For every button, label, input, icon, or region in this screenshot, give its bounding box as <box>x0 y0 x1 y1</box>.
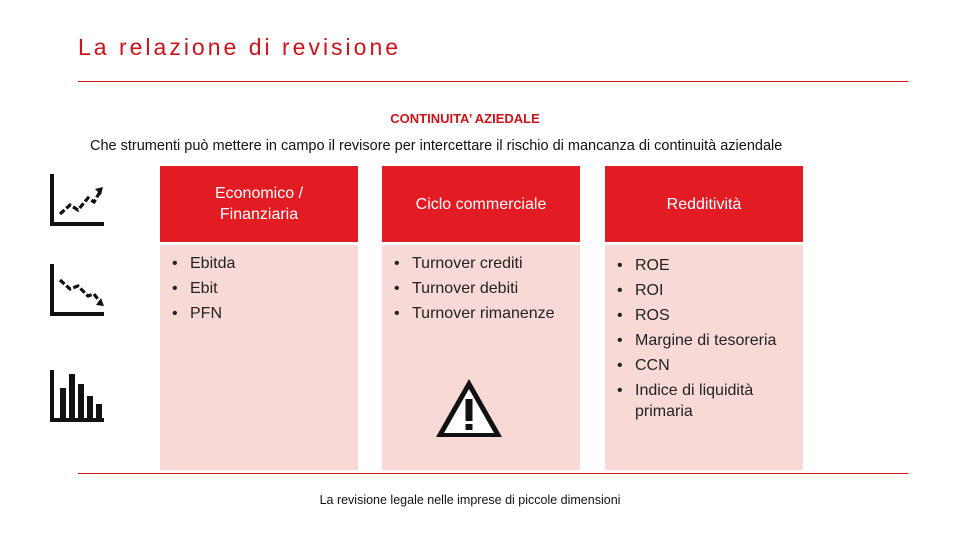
bullet: • <box>617 307 623 324</box>
column-redditivita <box>605 166 803 470</box>
column-body <box>160 245 358 470</box>
list-item: • Turnover crediti <box>394 255 523 272</box>
column-ciclo-commerciale <box>382 166 580 470</box>
trend-down-chart-icon <box>48 262 106 318</box>
column-header: Redditività <box>605 166 803 242</box>
column-header: Economico / Finanziaria <box>160 166 358 242</box>
list-item: • ROS <box>617 307 670 324</box>
list-item: • CCN <box>617 357 670 374</box>
list-item: • Turnover rimanenze <box>394 305 555 322</box>
column-body <box>605 245 803 470</box>
bullet: • <box>394 305 400 322</box>
list-item: • ROE <box>617 257 670 274</box>
column-economico-finanziaria <box>160 166 358 470</box>
footer-divider <box>78 473 908 474</box>
list-item: • PFN <box>172 305 222 322</box>
bullet: • <box>617 382 623 399</box>
page-title: La relazione di revisione <box>78 34 402 60</box>
trend-up-chart-icon <box>48 172 106 228</box>
bullet: • <box>394 280 400 297</box>
bullet: • <box>172 255 178 272</box>
footer-text: La revisione legale nelle imprese di piccole dimensioni <box>319 493 621 507</box>
list-item: • Margine di tesoreria <box>617 332 777 349</box>
list-item: • Ebitda <box>172 255 236 272</box>
bullet: • <box>617 257 623 274</box>
question-text: Che strumenti può mettere in campo il revisore per intercettare il rischio di mancanza di continuità aziendale <box>90 138 783 154</box>
list-item: • Ebit <box>172 280 218 297</box>
column-header: Ciclo commerciale <box>382 166 580 242</box>
bar-chart-icon <box>48 368 106 424</box>
bullet: • <box>172 305 178 322</box>
bullet: • <box>617 357 623 374</box>
section-subtitle: CONTINUITA’ AZIEDALE <box>390 111 540 126</box>
bullet: • <box>172 280 178 297</box>
bullet: • <box>394 255 400 272</box>
list-item: • Indice di liquidità primaria <box>617 382 754 420</box>
bullet: • <box>617 282 623 299</box>
list-item: • ROI <box>617 282 664 299</box>
column-body <box>382 245 580 470</box>
bullet: • <box>617 332 623 349</box>
warning-icon <box>434 377 504 439</box>
list-item: • Turnover debiti <box>394 280 519 297</box>
header-divider <box>78 81 908 82</box>
